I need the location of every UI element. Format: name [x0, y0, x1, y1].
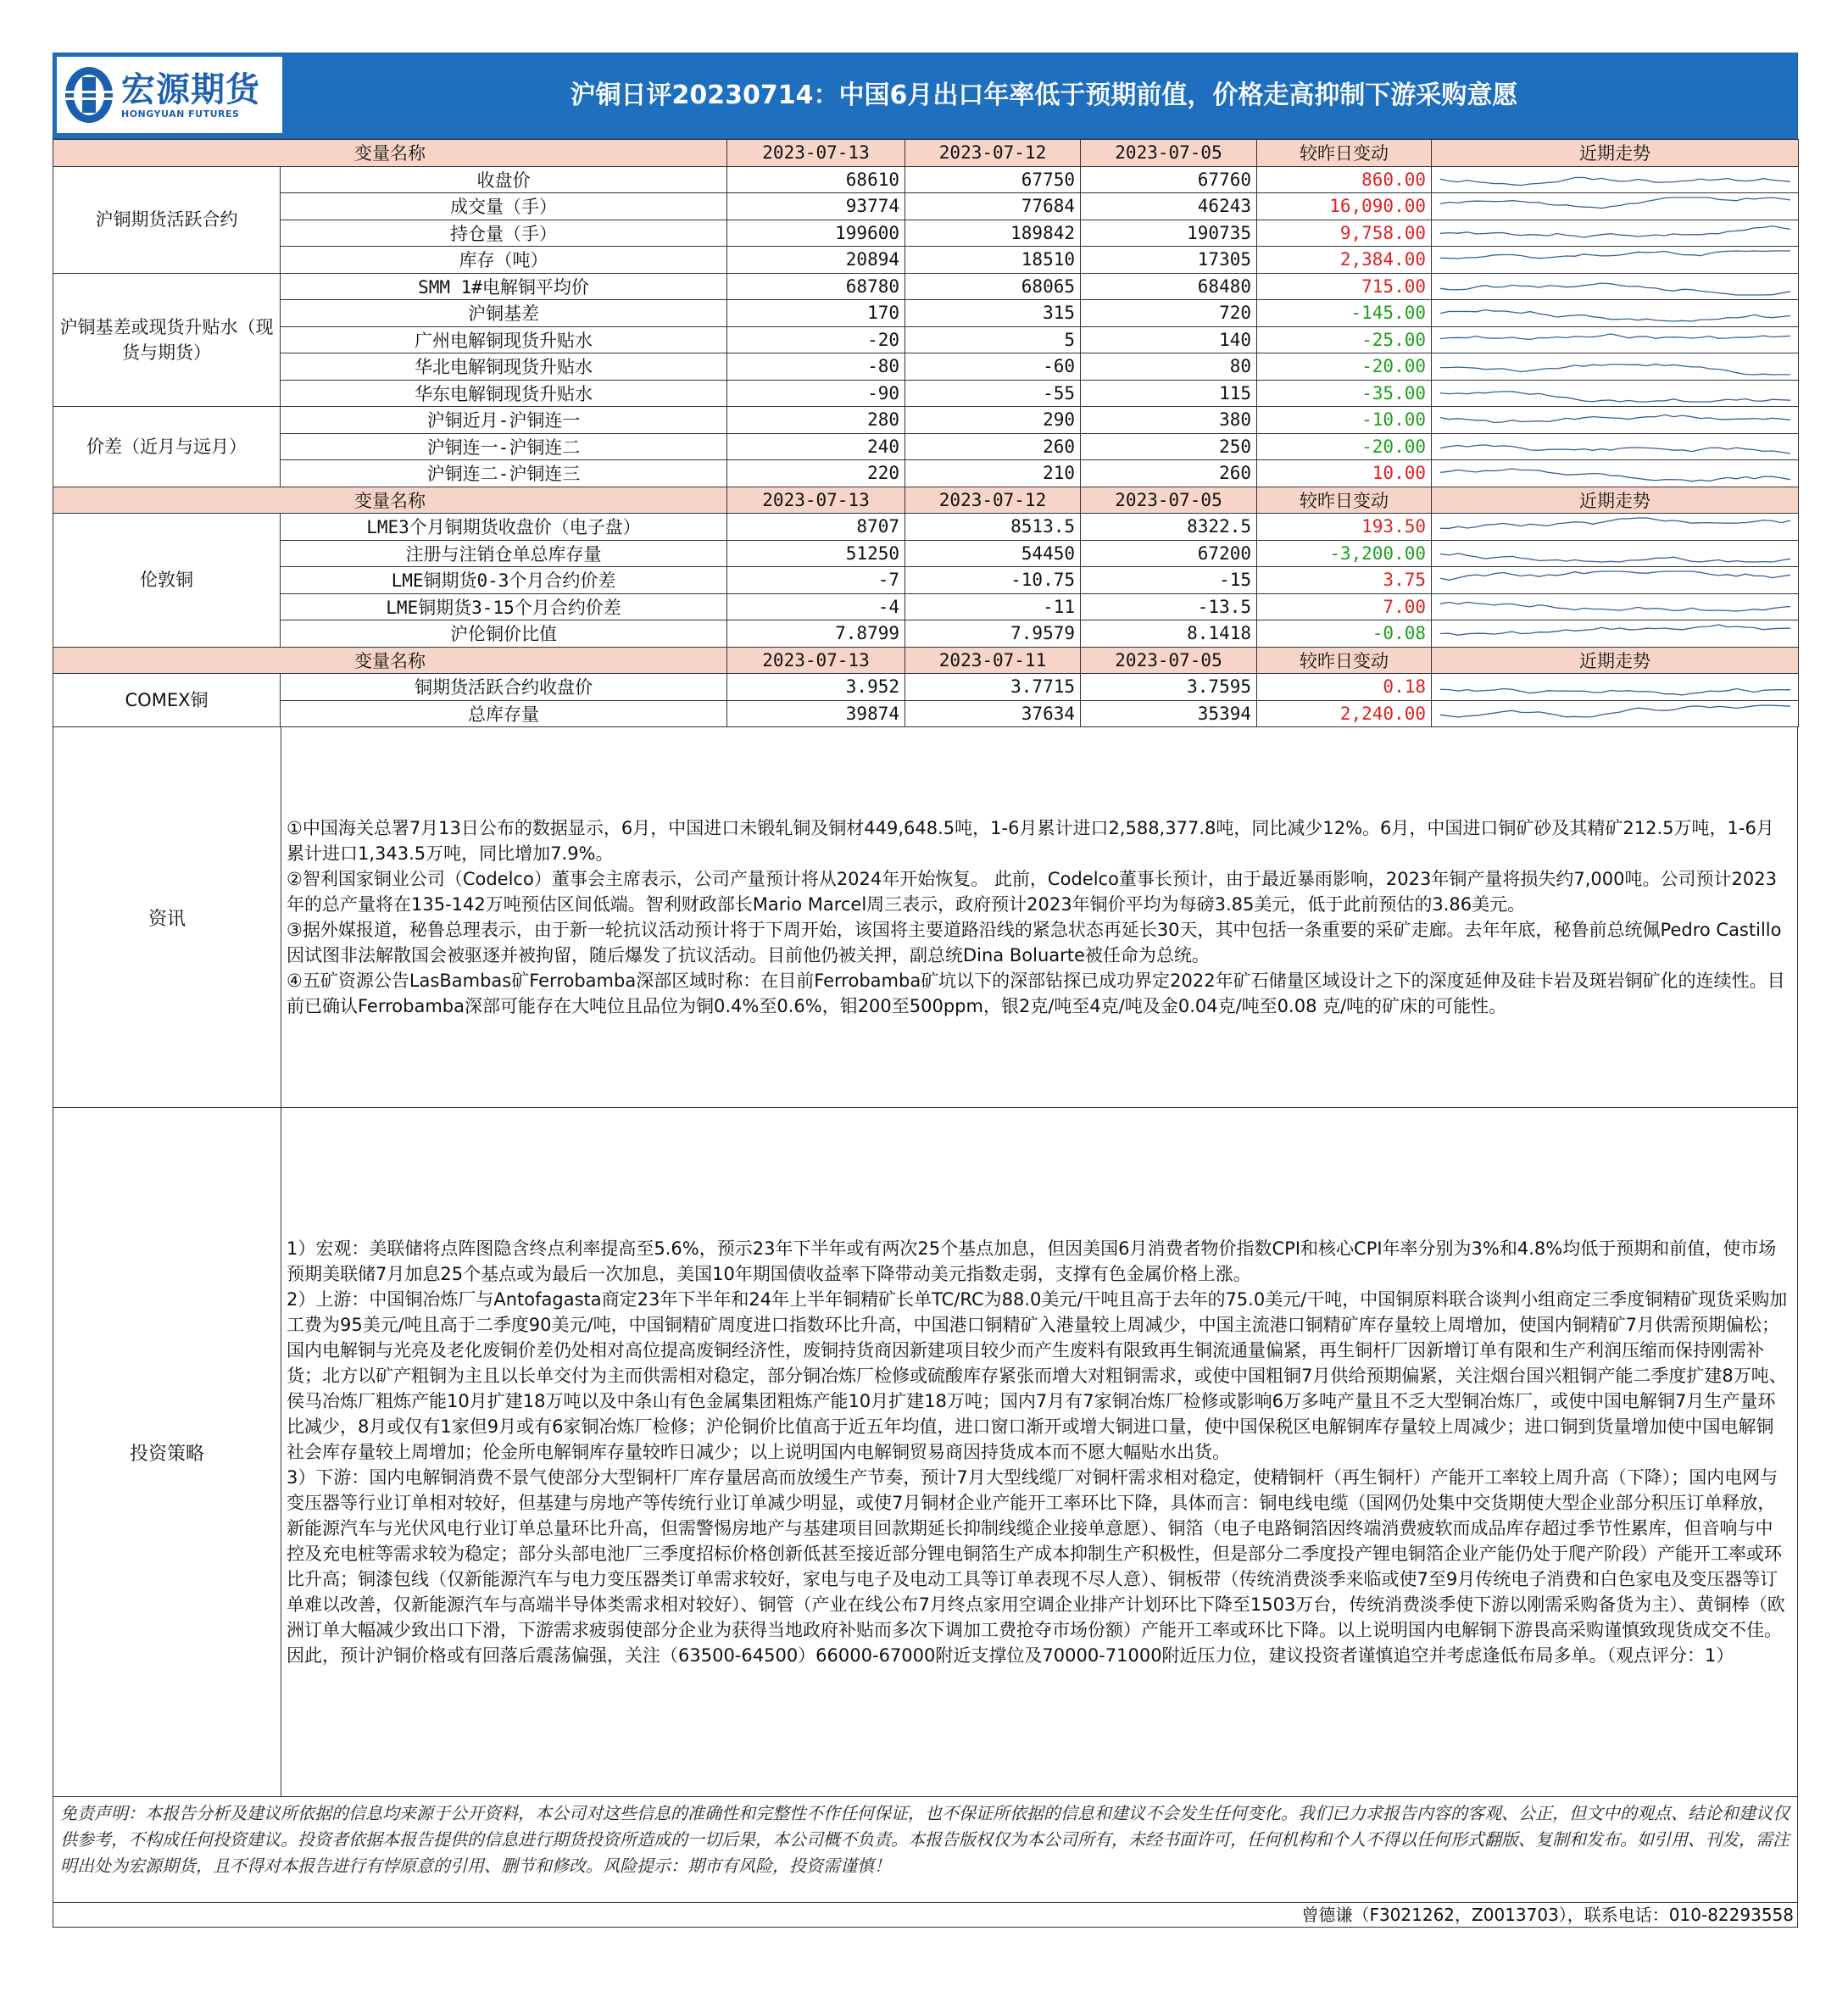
group-label: COMEX铜: [53, 674, 281, 727]
trend-sparkline: [1432, 326, 1799, 353]
value-date-3: 115: [1081, 380, 1257, 407]
value-date-1: 199600: [727, 220, 905, 247]
table-row: [53, 247, 1799, 274]
news-body: [281, 727, 1797, 1107]
table-row: [53, 433, 1799, 460]
value-date-1: 7.8799: [727, 620, 905, 648]
table-row: [53, 593, 1799, 620]
value-date-1: -20: [727, 326, 905, 353]
group-label: 伦敦铜: [53, 514, 281, 648]
col-header-date-1: 2023-07-13: [727, 647, 905, 674]
change-value: -25.00: [1257, 326, 1432, 353]
change-value: 16,090.00: [1257, 193, 1432, 220]
table-row: [53, 326, 1799, 353]
variable-name: 总库存量: [281, 700, 727, 727]
trend-sparkline: [1432, 620, 1799, 648]
change-value: 715.00: [1257, 273, 1432, 300]
value-date-2: -60: [905, 353, 1081, 381]
data-table: [53, 139, 1799, 727]
value-date-3: 8.1418: [1081, 620, 1257, 648]
value-date-3: 67760: [1081, 166, 1257, 193]
value-date-2: 7.9579: [905, 620, 1081, 648]
value-date-2: 18510: [905, 247, 1081, 274]
value-date-2: 210: [905, 460, 1081, 487]
change-value: 3.75: [1257, 567, 1432, 594]
variable-name: 沪铜近月-沪铜连一: [281, 407, 727, 434]
trend-sparkline: [1432, 193, 1799, 220]
change-value: -3,200.00: [1257, 540, 1432, 567]
strategy-paragraph: 1）宏观：美联储将点阵图隐含终点利率提高至5.6%，预示23年下半年或有两次25个基点加息，但因美国6月消费者物价指数CPI和核心CPI年率分别为3%和4.8%均低于预期和前值，使市场预期美联储7月加息25个基点或为最后一次加息，美国10年期国债收益率下降带动美元指数走弱，支撑有色金属价格上涨。: [287, 1238, 1777, 1284]
table-row: [53, 273, 1799, 300]
change-value: 0.18: [1257, 674, 1432, 701]
variable-name: 沪铜连二-沪铜连三: [281, 460, 727, 487]
table-row: [53, 407, 1799, 434]
report-title: 沪铜日评20230714：中国6月出口年率低于预期前值，价格走高抑制下游采购意愿: [570, 81, 1518, 110]
value-date-3: 250: [1081, 433, 1257, 460]
change-value: -20.00: [1257, 353, 1432, 381]
section-header-row: [53, 487, 1799, 514]
col-header-date-3: 2023-07-05: [1081, 487, 1257, 514]
change-value: 2,384.00: [1257, 247, 1432, 274]
change-value: 193.50: [1257, 514, 1432, 541]
value-date-2: 260: [905, 433, 1081, 460]
change-value: -35.00: [1257, 380, 1432, 407]
strategy-body: [281, 1108, 1797, 1796]
value-date-1: 68610: [727, 166, 905, 193]
change-value: 10.00: [1257, 460, 1432, 487]
value-date-1: 51250: [727, 540, 905, 567]
value-date-1: -7: [727, 567, 905, 594]
value-date-3: 380: [1081, 407, 1257, 434]
trend-sparkline: [1432, 220, 1799, 247]
group-label: 沪铜期货活跃合约: [53, 166, 281, 273]
value-date-3: 35394: [1081, 700, 1257, 727]
change-value: -20.00: [1257, 433, 1432, 460]
table-row: [53, 567, 1799, 594]
value-date-3: 80: [1081, 353, 1257, 381]
col-header-trend: 近期走势: [1432, 487, 1799, 514]
value-date-3: -15: [1081, 567, 1257, 594]
col-header-trend: 近期走势: [1432, 647, 1799, 674]
strategy-section: [53, 1108, 1798, 1797]
value-date-2: 68065: [905, 273, 1081, 300]
value-date-2: 54450: [905, 540, 1081, 567]
value-date-3: 260: [1081, 460, 1257, 487]
variable-name: 华东电解铜现货升贴水: [281, 380, 727, 407]
table-row: [53, 674, 1799, 701]
change-value: -145.00: [1257, 300, 1432, 327]
col-header-change: 较昨日变动: [1257, 140, 1432, 167]
change-value: 860.00: [1257, 166, 1432, 193]
value-date-2: 37634: [905, 700, 1081, 727]
col-header-variable: 变量名称: [53, 487, 727, 514]
table-row: [53, 540, 1799, 567]
col-header-date-2: 2023-07-12: [905, 487, 1081, 514]
value-date-2: 3.7715: [905, 674, 1081, 701]
variable-name: LME铜期货0-3个月合约价差: [281, 567, 727, 594]
value-date-1: 240: [727, 433, 905, 460]
col-header-trend: 近期走势: [1432, 140, 1799, 167]
variable-name: 铜期货活跃合约收盘价: [281, 674, 727, 701]
value-date-3: 68480: [1081, 273, 1257, 300]
trend-sparkline: [1432, 674, 1799, 701]
group-label: 沪铜基差或现货升贴水（现货与期货）: [53, 273, 281, 407]
col-header-change: 较昨日变动: [1257, 487, 1432, 514]
trend-sparkline: [1432, 300, 1799, 327]
trend-sparkline: [1432, 407, 1799, 434]
table-row: [53, 353, 1799, 381]
variable-name: 沪伦铜价比值: [281, 620, 727, 648]
value-date-2: -11: [905, 593, 1081, 620]
col-header-date-1: 2023-07-13: [727, 140, 905, 167]
variable-name: SMM 1#电解铜平均价: [281, 273, 727, 300]
table-row: [53, 460, 1799, 487]
value-date-2: 315: [905, 300, 1081, 327]
col-header-date-1: 2023-07-13: [727, 487, 905, 514]
value-date-1: 280: [727, 407, 905, 434]
variable-name: 成交量（手）: [281, 193, 727, 220]
change-value: 2,240.00: [1257, 700, 1432, 727]
col-header-variable: 变量名称: [53, 647, 727, 674]
change-value: 9,758.00: [1257, 220, 1432, 247]
value-date-2: 8513.5: [905, 514, 1081, 541]
value-date-1: 93774: [727, 193, 905, 220]
change-value: -0.08: [1257, 620, 1432, 648]
value-date-2: -10.75: [905, 567, 1081, 594]
value-date-3: 67200: [1081, 540, 1257, 567]
table-row: [53, 166, 1799, 193]
value-date-3: 3.7595: [1081, 674, 1257, 701]
news-label: 资讯: [53, 727, 281, 1107]
trend-sparkline: [1432, 166, 1799, 193]
value-date-1: 170: [727, 300, 905, 327]
value-date-2: 5: [905, 326, 1081, 353]
strategy-label: 投资策略: [53, 1108, 281, 1796]
value-date-2: 290: [905, 407, 1081, 434]
news-section: [53, 727, 1798, 1108]
trend-sparkline: [1432, 567, 1799, 594]
trend-sparkline: [1432, 593, 1799, 620]
change-value: -10.00: [1257, 407, 1432, 434]
analyst-contact: 曾德谦（F3021262，Z0013703），联系电话：010-82293558: [53, 1903, 1798, 1928]
variable-name: 华北电解铜现货升贴水: [281, 353, 727, 381]
value-date-2: -55: [905, 380, 1081, 407]
col-header-date-2: 2023-07-11: [905, 647, 1081, 674]
strategy-paragraph: 3）下游：国内电解铜消费不景气使部分大型铜杆厂库存量居高而放缓生产节奏，预计7月大型线缆厂对铜杆需求相对稳定，使精铜杆（再生铜杆）产能开工率较上周升高（下降）；国内电网与变压器等行业订单相对较好，但基建与房地产等传统行业订单减少明显，或使7月铜材企业产能开工率环比下降，具体而言：铜电线电缆（国网仍处集中交货期使大型企业部分积压订单释放，新能源汽车与光伏风电行业订单总量环比升高，但需警惕房地产与基建项目回款期延长抑制线缆企业接单意愿）、铜箔（电子电路铜箔因终端消费疲软而成品库存超过季节性累库，但音响与中控及充电桩等需求较为稳定；部分头部电池厂三季度招标价格创新低甚至接近部分锂电铜箔生产成本抑制生产积极性，但是部分二季度投产锂电铜箔企业产能仍处于爬产阶段）产能开工率或环比升高；铜漆包线（仅新能源汽车与电力变压器类订单需求较好，家电与电子及电动工具等订单表现不尽人意）、铜板带（传统消费淡季来临或使7至9月传统电子消费和白色家电及变压器等订单难以改善，仅新能源汽车与高端半导体类需求相对较好）、铜管（产业在线公布7月终点家用空调企业排产计划环比下降至1503万台，传统消费淡季使下游以刚需采购备货为主）、黄铜棒（欧洲订单大幅减少致出口下滑，下游需求疲弱使部分企业为获得当地政府补贴而多次下调加工费抢夺市场份额）产能开工率或环比下降。以上说明国内电解铜下游畏高采购谨慎致现货成交不佳。: [287, 1467, 1785, 1640]
value-date-3: 46243: [1081, 193, 1257, 220]
trend-sparkline: [1432, 273, 1799, 300]
variable-name: 沪铜连一-沪铜连二: [281, 433, 727, 460]
trend-sparkline: [1432, 514, 1799, 541]
value-date-1: 39874: [727, 700, 905, 727]
trend-sparkline: [1432, 353, 1799, 381]
value-date-1: 68780: [727, 273, 905, 300]
variable-name: 注册与注销仓单总库存量: [281, 540, 727, 567]
value-date-2: 77684: [905, 193, 1081, 220]
variable-name: 收盘价: [281, 166, 727, 193]
trend-sparkline: [1432, 247, 1799, 274]
value-date-1: -4: [727, 593, 905, 620]
strategy-paragraph: 因此，预计沪铜价格或有回落后震荡偏强，关注（63500-64500）66000-67000附近支撑位及70000-71000附近压力位，建议投资者谨慎追空并考虑逢低布局多单。（观点评分：1）: [287, 1645, 1734, 1666]
trend-sparkline: [1432, 540, 1799, 567]
news-paragraph: ④五矿资源公告LasBambas矿Ferrobamba深部区域时称：在目前Ferrobamba矿坑以下的深部钻探已成功界定2022年矿石储量区域设计之下的深度延伸及硅卡岩及斑岩铜矿化的连续性。目前已确认Ferrobamba深部可能存在大吨位且品位为铜0.4%至0.6%，钼200至500ppm，银2克/吨至4克/吨及金0.04克/吨至0.08 克/吨的矿床的可能性。: [287, 971, 1785, 1016]
variable-name: 沪铜基差: [281, 300, 727, 327]
value-date-3: 720: [1081, 300, 1257, 327]
value-date-2: 67750: [905, 166, 1081, 193]
variable-name: 库存（吨）: [281, 247, 727, 274]
trend-sparkline: [1432, 460, 1799, 487]
variable-name: LME3个月铜期货收盘价（电子盘）: [281, 514, 727, 541]
table-row: [53, 220, 1799, 247]
report-sheet: [53, 53, 1798, 1928]
company-logo: [57, 57, 282, 133]
col-header-date-3: 2023-07-05: [1081, 140, 1257, 167]
section-header-row: [53, 647, 1799, 674]
value-date-3: 8322.5: [1081, 514, 1257, 541]
trend-sparkline: [1432, 700, 1799, 727]
change-value: 7.00: [1257, 593, 1432, 620]
table-row: [53, 514, 1799, 541]
report-header: [53, 53, 1798, 139]
value-date-3: 140: [1081, 326, 1257, 353]
trend-sparkline: [1432, 380, 1799, 407]
variable-name: 广州电解铜现货升贴水: [281, 326, 727, 353]
value-date-1: 3.952: [727, 674, 905, 701]
col-header-variable: 变量名称: [53, 140, 727, 167]
logo-mark-icon: [64, 65, 114, 125]
group-label: 价差（近月与远月）: [53, 407, 281, 487]
value-date-3: 190735: [1081, 220, 1257, 247]
col-header-change: 较昨日变动: [1257, 647, 1432, 674]
value-date-1: 20894: [727, 247, 905, 274]
trend-sparkline: [1432, 433, 1799, 460]
value-date-3: 17305: [1081, 247, 1257, 274]
variable-name: LME铜期货3-15个月合约价差: [281, 593, 727, 620]
variable-name: 持仓量（手）: [281, 220, 727, 247]
value-date-2: 189842: [905, 220, 1081, 247]
table-row: [53, 700, 1799, 727]
logo-en-text: HONGYUAN FUTURES: [121, 108, 240, 120]
value-date-1: 8707: [727, 514, 905, 541]
news-paragraph: ①中国海关总署7月13日公布的数据显示，6月，中国进口未锻轧铜及铜材449,648.5吨，1-6月累计进口2,588,377.8吨，同比减少12%。6月，中国进口铜矿砂及其精矿212.5万吨，1-6月累计进口1,343.5万吨，同比增加7.9%。: [287, 818, 1774, 864]
news-paragraph: ③据外媒报道，秘鲁总理表示，由于新一轮抗议活动预计将于下周开始，该国将主要道路沿线的紧急状态再延长30天，其中包括一条重要的采矿走廊。去年年底，秘鲁前总统佩Pedro Castillo因试图非法解散国会被驱逐并被拘留，随后爆发了抗议活动。目前他仍被关押，副总统Dina Boluarte被任命为总统。: [287, 920, 1782, 965]
col-header-date-2: 2023-07-12: [905, 140, 1081, 167]
table-row: [53, 620, 1799, 648]
table-row: [53, 193, 1799, 220]
table-row: [53, 380, 1799, 407]
value-date-3: -13.5: [1081, 593, 1257, 620]
section-header-row: [53, 140, 1799, 167]
value-date-1: -80: [727, 353, 905, 381]
value-date-1: 220: [727, 460, 905, 487]
strategy-paragraph: 2）上游：中国铜冶炼厂与Antofagasta商定23年下半年和24年上半年铜精矿长单TC/RC为88.0美元/干吨且高于去年的75.0美元/干吨，中国铜原料联合谈判小组商定三季度铜精矿现货采购加工费为95美元/吨且高于二季度90美元/吨，中国铜精矿周度进口指数环比升高，中国港口铜精矿入港量较上周减少，中国主流港口铜精矿库存量较上周增加，使国内铜精矿7月供需预期偏松；国内电解铜与光亮及老化废铜价差仍处相对高位提高废铜经济性，废铜持货商因新建项目较少而产生废料有限致再生铜流通量偏紧，再生铜杆厂因新增订单有限和生产利润压缩而保持刚需补货；北方以矿产粗铜为主且以长单交付为主而供需相对稳定，部分铜冶炼厂检修或硫酸库存紧张而增大对粗铜需求，或使中国粗铜7月供给预期偏紧，关注烟台国兴粗铜产能二季度扩建8万吨、侯马冶炼厂粗炼产能10月扩建18万吨以及中条山有色金属集团粗炼产能10月扩建18万吨；国内7月有7家铜冶炼厂检修或影响6万多吨产量且不乏大型铜冶炼厂，或使中国电解铜7月生产量环比减少，8月或仅有1家但9月或有6家铜冶炼厂检修；沪伦铜价比值高于近五年均值，进口窗口渐开或增大铜进口量，使中国保税区电解铜库存量较上周减少；进口铜到货量增加使中国电解铜社会库存量较上周增加；伦金所电解铜库存量较昨日减少；以上说明国内电解铜贸易商因持货成本而不愿大幅贴水出货。: [287, 1289, 1788, 1462]
table-row: [53, 300, 1799, 327]
news-paragraph: ②智利国家铜业公司（Codelco）董事会主席表示，公司产量预计将从2024年开始恢复。 此前，Codelco董事长预计，由于最近暴雨影响，2023年铜产量将损失约7,000吨。公司预计2023年的总产量将在135-142万吨预估区间低端。智利财政部长Mario Marcel周三表示，政府预计2023年铜价平均为每磅3.85美元，低于此前预估的3.86美元。: [287, 869, 1777, 915]
disclaimer-text: 免责声明：本报告分析及建议所依据的信息均来源于公开资料，本公司对这些信息的准确性和完整性不作任何保证，也不保证所依据的信息和建议不会发生任何变化。我们已力求报告内容的客观、公正，但文中的观点、结论和建议仅供参考，不构成任何投资建议。投资者依据本报告提供的信息进行期货投资所造成的一切后果，本公司概不负责。本报告版权仅为本公司所有，未经书面许可，任何机构和个人不得以任何形式翻版、复制和发布。如引用、刊发，需注明出处为宏源期货，且不得对本报告进行有悖原意的引用、删节和修改。风险提示：期市有风险，投资需谨慎！: [53, 1797, 1798, 1903]
col-header-date-3: 2023-07-05: [1081, 647, 1257, 674]
logo-cn-text: 宏源期货: [121, 70, 260, 109]
value-date-1: -90: [727, 380, 905, 407]
